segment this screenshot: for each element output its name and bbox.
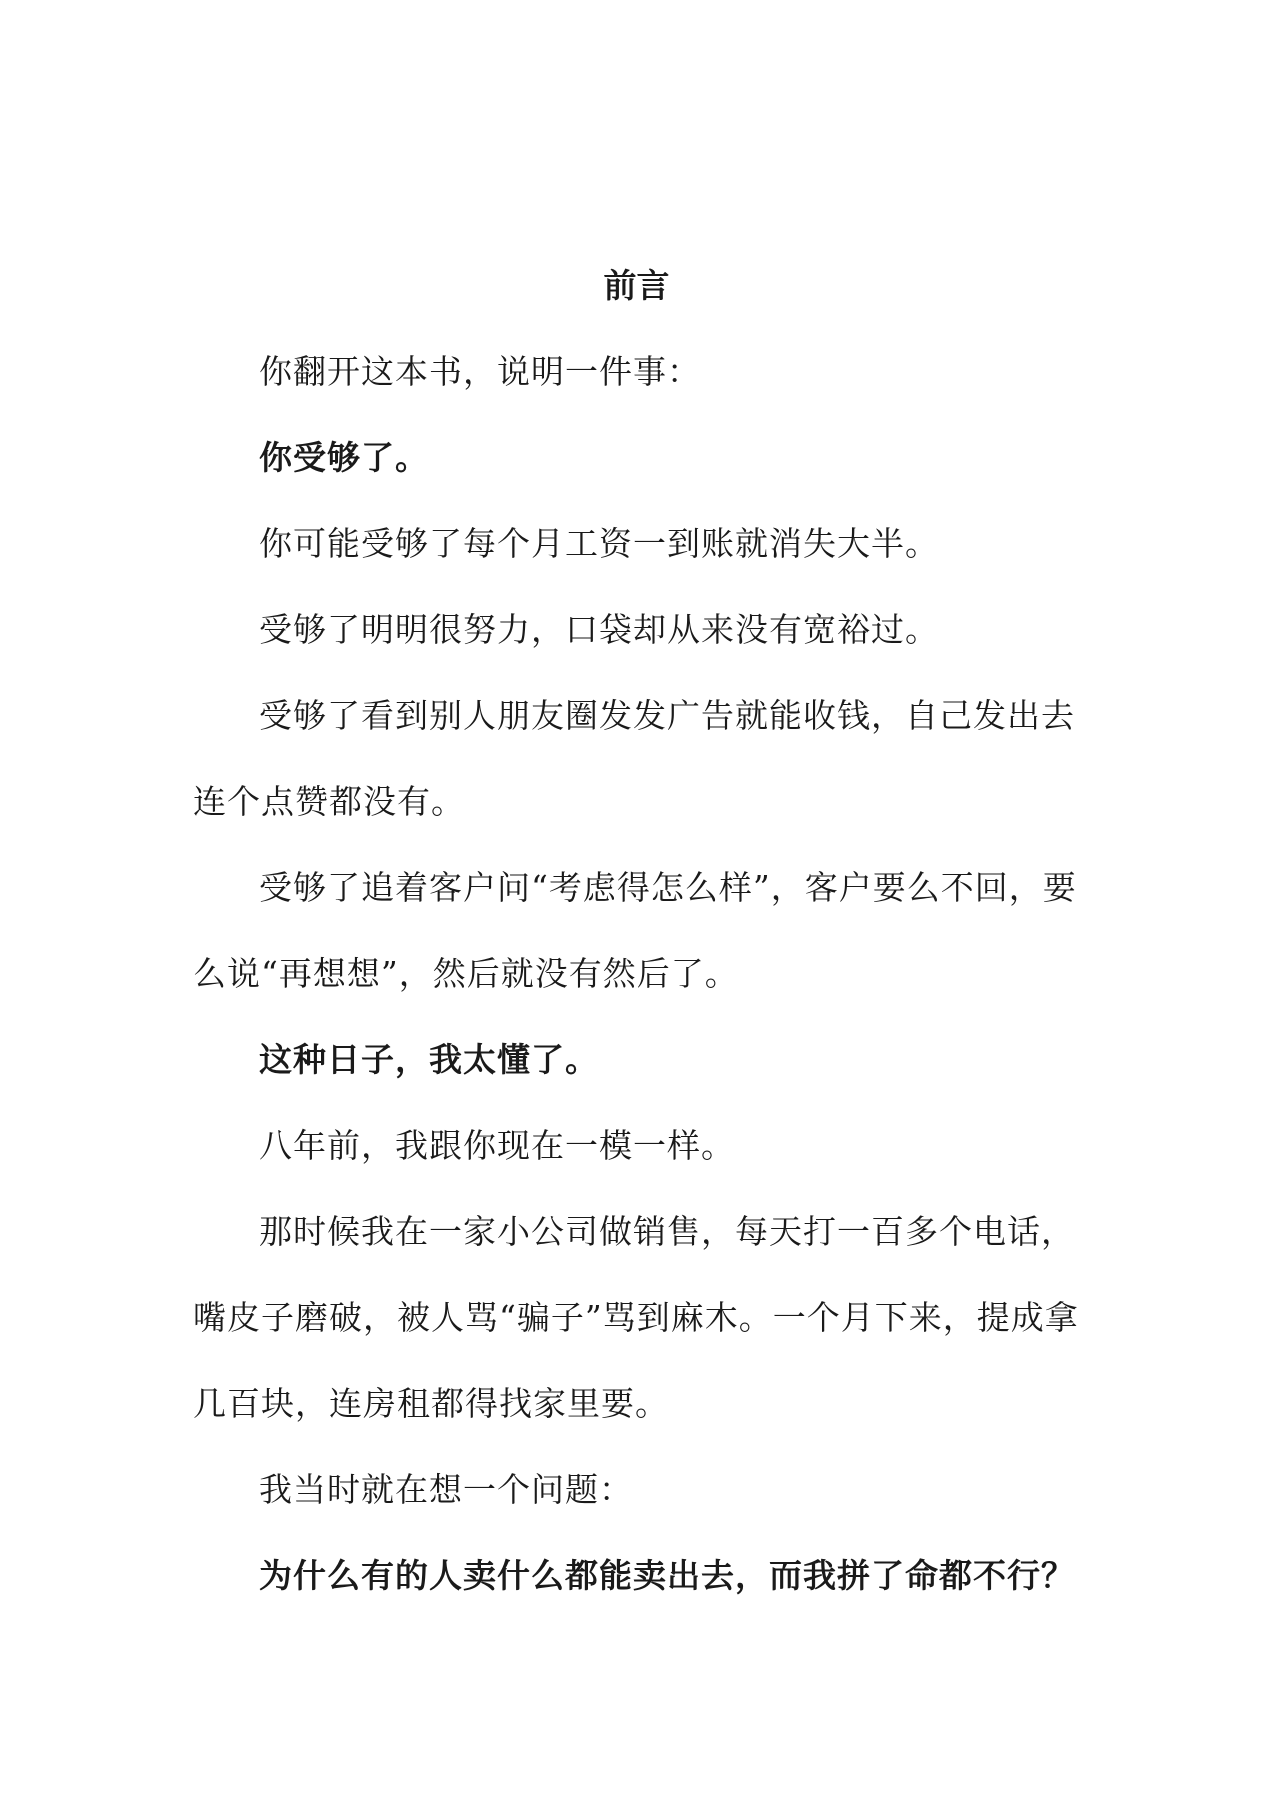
body-text bbox=[193, 348, 1086, 1638]
paragraph: 八年前，我跟你现在一模一样。 bbox=[259, 1126, 735, 1165]
paragraph: 受够了明明很努力，口袋却从来没有宽裕过。 bbox=[259, 610, 939, 649]
paragraph-bold: 这种日子，我太懂了。 bbox=[259, 1040, 599, 1079]
page-title: 前言 bbox=[603, 266, 670, 305]
paragraph-bold: 你受够了。 bbox=[259, 438, 429, 477]
paragraph: 你翻开这本书，说明一件事： bbox=[259, 352, 701, 391]
paragraph-bold: 为什么有的人卖什么都能卖出去，而我拼了命都不行？ bbox=[259, 1556, 1075, 1595]
paragraph: 你可能受够了每个月工资一到账就消失大半。 bbox=[259, 524, 939, 563]
paragraph: 那时候我在一家小公司做销售，每天打一百多个电话，嘴皮子磨破，被人骂“骗子”骂到麻木。一个月下来，提成拿几百块，连房租都得找家里要。 bbox=[193, 1212, 1079, 1423]
paragraph: 受够了追着客户问“考虑得怎么样”，客户要么不回，要么说“再想想”，然后就没有然后了。 bbox=[193, 868, 1077, 993]
paragraph: 受够了看到别人朋友圈发发广告就能收钱，自己发出去连个点赞都没有。 bbox=[193, 696, 1075, 821]
paragraph: 我当时就在想一个问题： bbox=[259, 1470, 633, 1509]
